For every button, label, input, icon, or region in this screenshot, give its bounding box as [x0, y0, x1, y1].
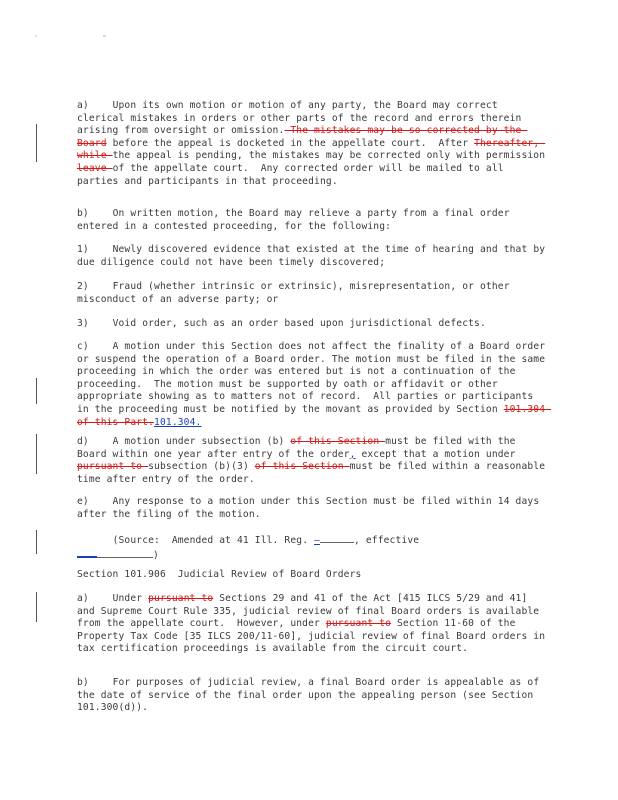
- heading-text: Section 101.906 Judicial Review of Board Orders: [77, 569, 362, 580]
- label-c: c): [77, 341, 89, 352]
- label-b: b): [77, 677, 89, 688]
- text: Newly discovered evidence that existed at the time of hearing and that by due diligence could not have been timely discovered;: [77, 244, 552, 268]
- text: On written motion, the Board may relieve a party from a final order entered in a contested proceeding, for the following:: [77, 208, 516, 232]
- paragraph-906-b: [77, 677, 547, 715]
- change-bar: [36, 434, 37, 474]
- text: must be filed with the Board within one year after entry of the order: [77, 436, 522, 460]
- label-a: a): [77, 100, 89, 111]
- text: Upon its own motion or motion of any party, the Board may correct clerical mistakes in orders or other parts of the record and errors therein arising from oversight or omission.: [77, 100, 528, 137]
- label-d: d): [77, 436, 89, 447]
- text: before the appeal is docketed in the appellate court. After: [106, 137, 475, 149]
- item-1: [77, 244, 552, 269]
- text: (Source: Amended at 41 Ill. Reg.: [112, 535, 315, 546]
- paragraph-d: [77, 436, 552, 486]
- text: subsection (b)(3): [148, 461, 255, 473]
- text: Section 11-60 of the Property Tax Code [35 ILCS 200/11-60], judicial review of final Board orders in tax certification proceedings is available from the circuit court.: [77, 618, 552, 655]
- label-2: 2): [77, 281, 89, 292]
- text: Fraud (whether intrinsic or extrinsic), misrepresentation, or other misconduct of an adverse party; or: [77, 281, 516, 305]
- text: , effective: [353, 535, 420, 546]
- item-3: [77, 318, 547, 331]
- label-e: e): [77, 496, 89, 507]
- label-1: 1): [77, 244, 89, 255]
- text: Any response to a motion under this Section must be filed within 14 days after the filing of the motion.: [77, 496, 546, 520]
- inserted-text: ,: [349, 448, 356, 460]
- scan-marks: ' ": [34, 34, 137, 42]
- source-note: [77, 533, 547, 562]
- paragraph-c: [77, 341, 552, 429]
- paragraph-906-a: [77, 593, 552, 656]
- label-3: 3): [77, 318, 89, 329]
- section-heading: [77, 569, 547, 582]
- paragraph-b: [77, 208, 547, 233]
- text: For purposes of judicial review, a final Board order is appealable as of the date of service of the final order upon the appealing person (see Section 101.300(d)).: [77, 677, 546, 714]
- inserted-text: —: [314, 535, 320, 546]
- text: of the appellate court. Any corrected order will be mailed to all parties and participants in that proceeding.: [77, 162, 510, 187]
- text: Under: [112, 593, 149, 604]
- change-bar: [36, 530, 37, 554]
- text: A motion under subsection (b): [112, 436, 291, 447]
- label-b: b): [77, 208, 89, 219]
- deleted-text: leave: [77, 162, 113, 174]
- paragraph-e: [77, 496, 547, 521]
- text: ): [153, 549, 159, 561]
- deleted-text: 101.304 of this Part.: [77, 403, 552, 428]
- text: must be filed within a reasonable time after entry of the order.: [77, 461, 552, 485]
- inserted-text: 101.304.: [154, 416, 202, 428]
- deleted-text: of this Section: [290, 436, 386, 447]
- text: the appeal is pending, the mistakes may be corrected only with permission: [112, 150, 552, 162]
- label-a: a): [77, 593, 89, 604]
- change-bar: [36, 124, 37, 162]
- deleted-text: pursuant to: [325, 618, 392, 630]
- item-2: [77, 281, 547, 306]
- text: A motion under this Section does not affect the finality of a Board order or suspend the operation of a Board order. The motion must be filed in the same proceeding in which the order was entered but is not a continuation of the proceeding. The motion must be supported by oath or affidavit or other appropriate showing as to matters not of record. All parties or participants in the proceeding must be notified by the movant as provided by Section: [77, 341, 552, 415]
- deleted-text: pursuant to: [77, 461, 149, 473]
- text: Void order, such as an order based upon jurisdictional defects.: [112, 318, 486, 329]
- deleted-text: The mistakes may be so corrected by the Board: [77, 125, 528, 149]
- paragraph-a: [77, 100, 552, 188]
- text: except that a motion under: [355, 448, 522, 460]
- change-bar: [36, 592, 37, 622]
- deleted-text: pursuant to: [148, 593, 214, 604]
- deleted-text: of this Section: [254, 461, 350, 473]
- blank-line: [320, 533, 354, 543]
- change-bar: [36, 378, 37, 404]
- deleted-text: Thereafter, while: [77, 137, 546, 162]
- text: Sections 29 and 41 of the Act [415 ILCS 5/29 and 41] and Supreme Court Rule 335, judicial review of final Board orders is available from the appellate court. However, under: [77, 593, 546, 630]
- blank-line: [77, 548, 153, 558]
